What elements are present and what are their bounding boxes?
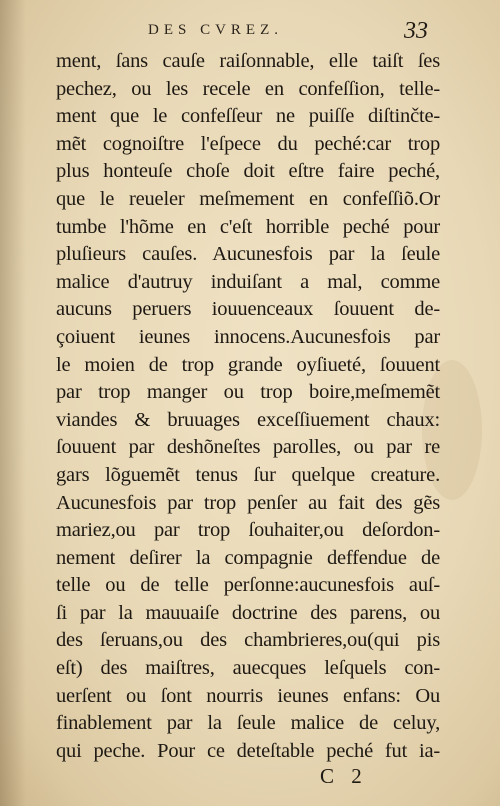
text-line: mariez,ou par trop ſouhaiter,ou deſordon- (56, 519, 440, 542)
text-line: finablement par la ſeule malice de celuy, (56, 712, 440, 735)
text-line: viandes & bruuages exceſſiuement chaux: (56, 408, 440, 431)
text-line: aucuns peruers iouuenceaux ſouuent de- (56, 298, 440, 321)
text-line: eſt) des maiſtres, auecques leſquels con- (56, 657, 440, 680)
text-line: tumbe l'hõme en c'eſt horrible peché pour (56, 215, 440, 238)
text-line: Aucunesfois par trop penſer au fait des gẽs (56, 491, 440, 514)
body-text (56, 48, 440, 765)
text-line: uerſent ou ſont nourris ieunes enfans: Ou (56, 684, 440, 707)
text-line: des ſeruans,ou des chambrieres,ou(qui pis (56, 629, 440, 652)
gutter-shadow (0, 0, 26, 806)
text-line: ſouuent par deshõneſtes parolles, ou par re (56, 436, 440, 459)
text-line: gars lõguemẽt tenus ſur quelque creature. (56, 463, 440, 486)
text-line: plus honteuſe choſe doit eſtre faire peché, (56, 160, 440, 183)
text-line: ſi par la mauuaiſe doctrine des parens, ou (56, 601, 440, 624)
signature-mark: C 2 (320, 764, 368, 788)
text-line: pluſieurs cauſes. Aucunesfois par la ſeule (56, 243, 440, 266)
text-line: le moien de trop grande oyſiueté, ſouuent (56, 353, 440, 376)
text-line: pechez, ou les recele en confeſſion, telle- (56, 77, 440, 100)
page-number: 33 (404, 18, 428, 44)
text-line: qui peche. Pour ce deteſtable peché fut ia- (56, 739, 440, 762)
text-line: çoiuent ieunes innocens.Aucunesfois par (56, 325, 440, 348)
text-line: malice d'autruy induiſant a mal, comme (56, 270, 440, 293)
text-line: telle ou de telle perſonne:aucunesfois auſ- (56, 574, 440, 597)
text-line: mẽt cognoiſtre l'eſpece du peché:car trop (56, 132, 440, 155)
running-head (0, 18, 500, 44)
text-line: ment que le confeſſeur ne puiſſe diſtinčte- (56, 105, 440, 128)
text-line: nement deſirer la compagnie deffendue de (56, 546, 440, 569)
text-line: par trop manger ou trop boire,meſmemẽt (56, 381, 440, 404)
text-line: que le reueler meſmement en confeſſiõ.Or (56, 187, 440, 210)
running-title: DES CVREZ. (148, 22, 284, 38)
text-line: ment, ſans cauſe raiſonnable, elle taiſt ſes (56, 50, 440, 72)
